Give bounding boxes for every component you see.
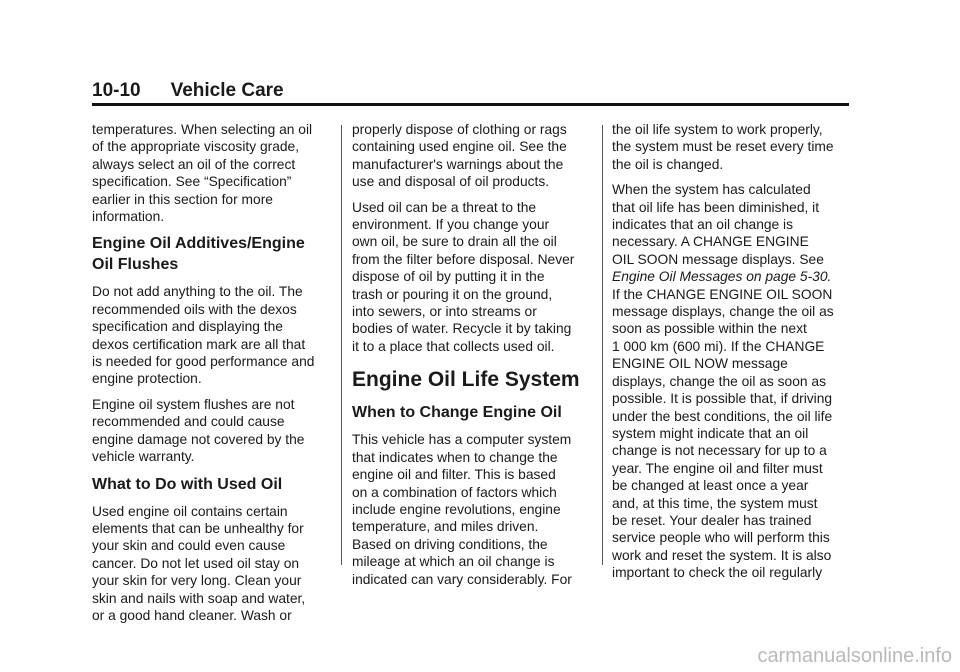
column-3	[612, 121, 857, 590]
column-divider	[602, 125, 603, 565]
paragraph: Engine oil system flushes are not recommended and could cause engine damage not covered by the vehicle warranty.	[92, 396, 305, 465]
watermark: carmanualsonline.info	[757, 645, 952, 667]
paragraph: When the system has calculated that oil life has been diminished, it indicates that an oil change is necessary. A CHANGE ENGINE OIL SOON message displays. See Engine Oil Messages on page 5-30. If the CHANGE ENGINE OIL SOON message displays, change the oil as soon as possible within the next 1 000 km (600 mi). If the CHANGE ENGINE OIL NOW message displays, change the oil as soon as possible. It is possible that, if driving under the best conditions, the oil life system might indicate that an oil change is not necessary for up to a year. The engine oil and filter must be changed at least once a year and, at this time, the system must be reset. Your dealer has trained service people who will perform this work and reset the system. It is also important to check the oil regularly	[612, 181, 857, 581]
heading-used-oil: What to Do with Used Oil	[92, 475, 283, 493]
heading-oil-additives: Engine Oil Additives/Engine Oil Flushes	[92, 235, 305, 274]
cross-reference-link[interactable]: Engine Oil Messages on page 5-30.	[612, 269, 832, 285]
heading-when-to-change: When to Change Engine Oil	[352, 404, 562, 422]
paragraph: the oil life system to work properly, the system must be reset every time the oil is changed.	[612, 122, 834, 172]
paragraph: Used oil can be a threat to the environment. If you change your own oil, be sure to drain all the oil from the filter before disposal. Never dispose of oil by putting it in the trash or pouring it on the ground, into sewers, or into streams or bodies of water. Recycle it by taking it to a place that collects used oil.	[352, 199, 575, 354]
page-number: 10-10	[92, 80, 141, 101]
paragraph: Used engine oil contains certain elements that can be unhealthy for your skin and could even cause cancer. Do not let used oil stay on your skin for very long. Clean your skin and nails with soap and water, or a good hand cleaner. Wash or	[92, 503, 306, 623]
paragraph: This vehicle has a computer system that indicates when to change the engine oil and filter. This is based on a combination of factors which include engine revolutions, engine temperature, and miles driven. Based on driving conditions, the mileage at which an oil change is indicated can vary considerably. For	[352, 432, 572, 587]
column-1	[92, 121, 337, 632]
heading-oil-life-system: Engine Oil Life System	[352, 368, 580, 392]
header-rule	[92, 103, 849, 106]
column-divider	[341, 125, 342, 565]
paragraph: Do not add anything to the oil. The recommended oils with the dexos specification and displaying the dexos certification mark are all that is needed for good performance and engine protection.	[92, 284, 315, 387]
paragraph: properly dispose of clothing or rags containing used engine oil. See the manufacturer's warnings about the use and disposal of oil products.	[352, 122, 567, 190]
column-2	[352, 121, 597, 596]
paragraph: temperatures. When selecting an oil of the appropriate viscosity grade, always select an oil of the correct specification. See “Specification” earlier in this section for more information.	[92, 122, 313, 225]
section-title: Vehicle Care	[170, 80, 284, 101]
